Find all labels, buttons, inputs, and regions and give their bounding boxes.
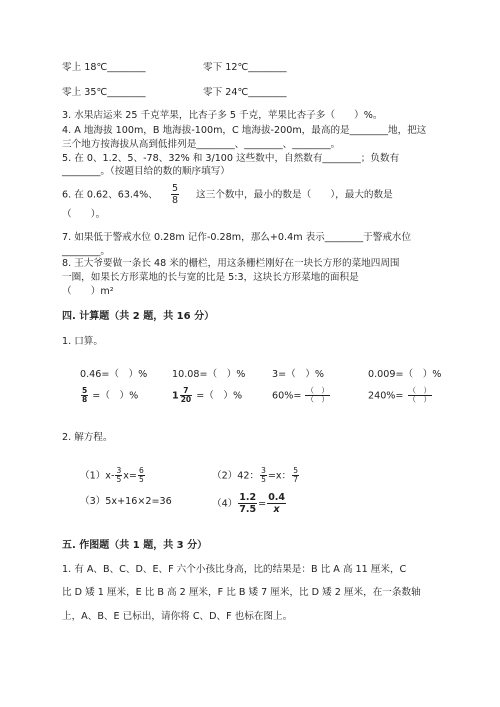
equation-4-fraction-b xyxy=(267,492,286,515)
question-6-fraction xyxy=(171,183,179,206)
fraction-denominator-blank: （ ） xyxy=(408,395,432,404)
equation-2-fraction-a xyxy=(260,467,267,484)
question-3: 3. 水果店运来 25 千克苹果，比杏子多 5 千克，苹果比杏子多（ ）%。 xyxy=(62,110,383,121)
question-7-line-1: 7. 如果低于警戒水位 0.28m 记作-0.28m，那么+0.4m 表示________于警戒水位 xyxy=(62,232,412,243)
section-4-title: 四. 计算题（共 2 题，共 16 分） xyxy=(62,311,215,322)
temp-b: 零下 12℃________ xyxy=(203,62,287,73)
equation-2-fraction-b xyxy=(292,467,299,484)
oral-f-fraction xyxy=(180,387,192,404)
fraction-numerator: 5 xyxy=(171,183,178,194)
equation-4-prefix: （4） xyxy=(212,498,238,510)
oral-f-answer: =（ ）% xyxy=(196,390,243,402)
fraction-denominator: 8 xyxy=(171,195,178,206)
fraction-numerator: 3 xyxy=(261,466,266,475)
temp-d: 零下 24℃________ xyxy=(203,87,287,98)
section-5-title: 五. 作图题（共 1 题，共 3 分） xyxy=(62,540,208,551)
fraction-denominator: 7 xyxy=(293,475,298,484)
equation-1 xyxy=(80,467,146,484)
equation-4-fraction-a xyxy=(238,492,257,515)
section-5-line-1: 1. 有 A、B、C、D、E、F 六个小孩比身高，比的结果是：B 比 A 高 11 厘米，C xyxy=(62,564,407,575)
oral-h-fraction xyxy=(408,387,433,404)
oral-d: 0.009=（ ）% xyxy=(368,369,442,380)
equation-3: （3）5x+16×2=36 xyxy=(80,496,172,507)
question-6-line-1 xyxy=(62,183,393,206)
question-7-line-2: ________。 xyxy=(62,246,110,257)
fraction-denominator: 5 xyxy=(138,475,144,484)
question-8-line-3: （ ）m² xyxy=(62,286,114,297)
fraction-denominator: 5 xyxy=(116,475,122,484)
oral-e-fraction xyxy=(81,387,88,404)
fraction-denominator: 8 xyxy=(82,395,88,404)
equation-1-fraction-a xyxy=(115,467,122,484)
temp-c: 零上 35℃________ xyxy=(62,87,146,98)
oral-h-prefix: 240%= xyxy=(368,390,404,402)
equation-4-middle: = xyxy=(258,498,267,510)
question-6-suffix: 这三个数中，最小的数是（ ），最大的数是 xyxy=(196,189,393,201)
equation-1-prefix: （1）x- xyxy=(80,470,115,482)
fraction-numerator-blank: （ ） xyxy=(408,386,432,395)
oral-f xyxy=(172,387,242,404)
fraction-numerator: 6 xyxy=(138,466,144,475)
equation-1-fraction-b xyxy=(138,467,145,484)
oral-h xyxy=(368,387,433,404)
fraction-denominator: x xyxy=(273,504,280,515)
fraction-numerator: 5 xyxy=(293,466,298,475)
section-5-line-2: 比 D 矮 1 厘米，E 比 B 高 2 厘米，F 比 B 矮 7 厘米，比 D 矮 2 厘米，在一条数轴 xyxy=(62,587,421,598)
oral-e-answer: =（ ）% xyxy=(92,390,139,402)
equation-1-middle: x= xyxy=(123,470,137,482)
fraction-numerator: 0.4 xyxy=(268,492,286,503)
question-8-line-2: 一圈，如果长方形菜地的长与宽的比是 5:3，这块长方形菜地的面积是 xyxy=(62,272,359,283)
question-5-line-1: 5. 在 0、1.2、5、-78、32% 和 3/100 这些数中，自然数有________；负数有 xyxy=(62,153,400,164)
fraction-numerator: 5 xyxy=(82,386,88,395)
fraction-numerator: 1.2 xyxy=(239,492,257,503)
section-4-part-2: 2. 解方程。 xyxy=(62,432,113,443)
oral-g-fraction xyxy=(305,387,330,404)
equation-2-prefix: （2）42： xyxy=(212,470,260,482)
fraction-numerator: 3 xyxy=(116,466,122,475)
fraction-denominator: 5 xyxy=(261,475,266,484)
oral-g xyxy=(272,387,331,404)
oral-f-whole: 1 xyxy=(172,390,179,402)
question-8-line-1: 8. 王大爷要做一条长 48 米的栅栏，用这条栅栏刚好在一块长方形的菜地四周围 xyxy=(62,258,400,269)
oral-c: 3=（ ）% xyxy=(272,369,325,380)
question-6-line-2: （ ）。 xyxy=(62,209,106,220)
fraction-denominator: 7.5 xyxy=(239,504,257,515)
equation-2-middle: =x： xyxy=(267,470,292,482)
equation-4 xyxy=(212,492,287,515)
fraction-denominator: 20 xyxy=(180,395,192,404)
fraction-numerator: 7 xyxy=(180,387,192,396)
fraction-numerator-blank: （ ） xyxy=(306,386,329,395)
section-5-line-3: 上，A、B、E 已标出，请你将 C、D、F 也标在图上。 xyxy=(62,611,293,622)
oral-e xyxy=(80,387,138,404)
equation-2 xyxy=(212,467,300,484)
oral-b: 10.08=（ ）% xyxy=(172,369,246,380)
question-5-line-2: ________。（按题目给的数的顺序填写） xyxy=(62,166,230,177)
section-4-part-1: 1. 口算。 xyxy=(62,336,103,347)
fraction-denominator-blank: （ ） xyxy=(306,395,329,404)
question-6-prefix: 6. 在 0.62、63.4%、 xyxy=(62,189,158,201)
question-4-line-2: 三个地方按海拔从高到低排列是________、________、________。 xyxy=(62,139,341,150)
question-4-line-1: 4. A 地海拔 100m，B 地海拔-100m，C 地海拔-200m，最高的是________地，把这 xyxy=(62,125,427,136)
temp-a: 零上 18℃________ xyxy=(62,62,146,73)
oral-g-prefix: 60%= xyxy=(272,390,302,402)
oral-a: 0.46=（ ）% xyxy=(80,369,148,380)
